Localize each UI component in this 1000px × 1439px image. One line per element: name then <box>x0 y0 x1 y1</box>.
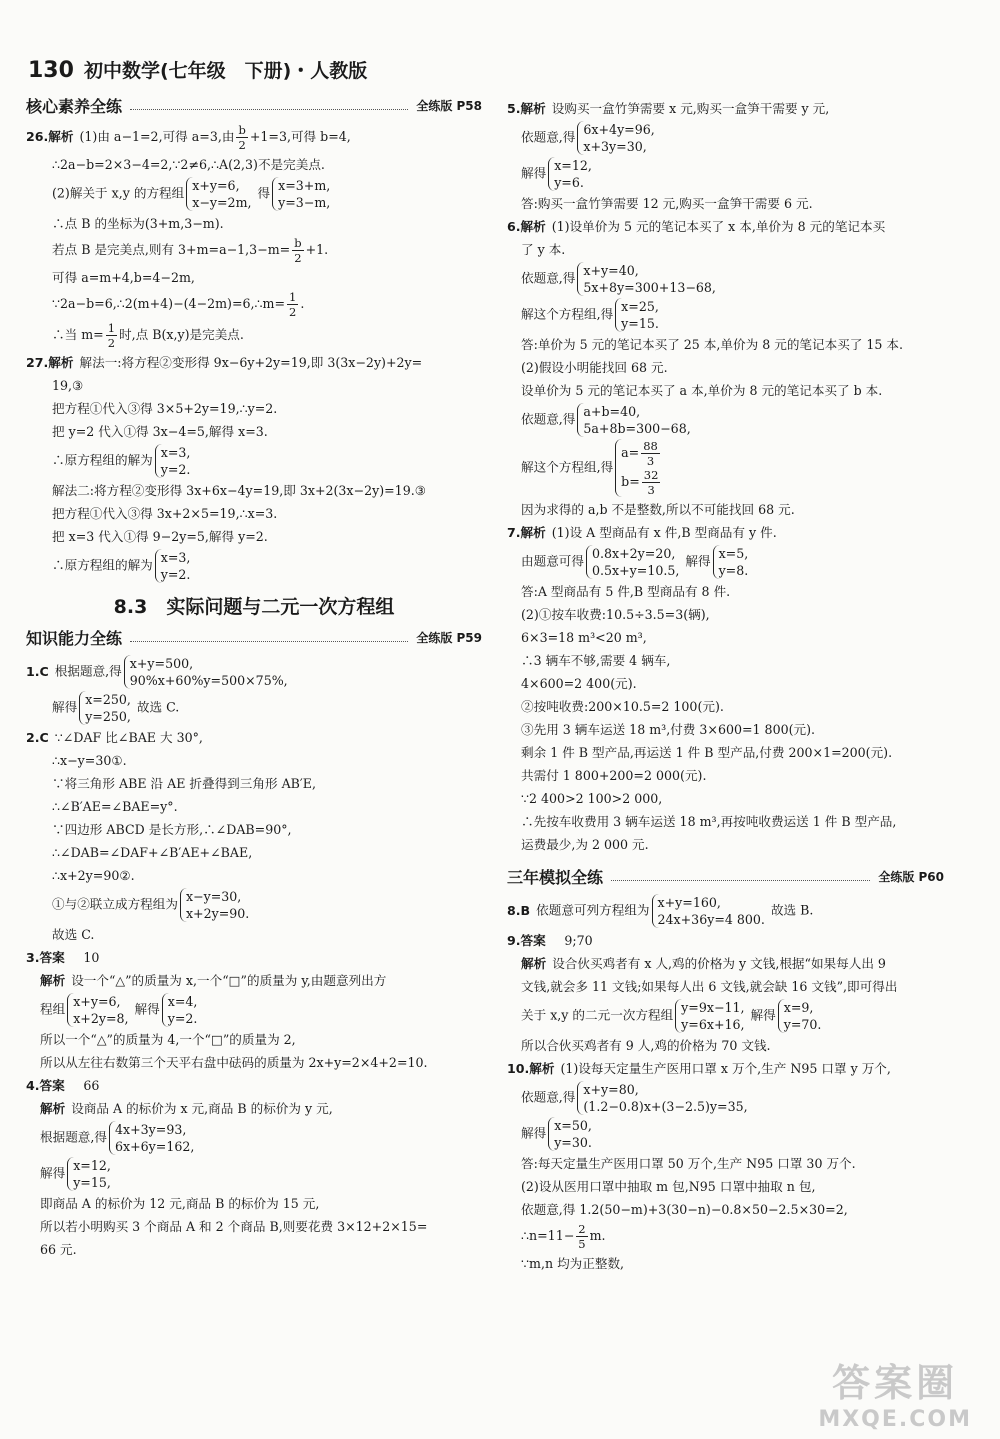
text: 故选 B. <box>770 902 814 918</box>
text: 依题意,得 <box>521 1089 576 1105</box>
label: 解析 <box>521 956 547 971</box>
answer-9 <box>507 930 944 1056</box>
fraction: $\frac{2}{5}$ <box>578 1222 586 1251</box>
equation-system: 6x+4y=96, x+3y=30, <box>577 121 658 155</box>
text: 6×3=18 m³<20 m³, <box>521 630 647 645</box>
text: 所以合伙买鸡者有 9 人,鸡的价格为 70 文钱. <box>521 1038 771 1053</box>
text: 运费最少,为 2 000 元. <box>521 837 649 852</box>
text: ③先用 3 辆车运送 18 m³,付费 3×600=1 800(元). <box>521 722 816 737</box>
text: (1)设每天定量生产医用口罩 x 万个,生产 N95 口罩 y 万个, <box>560 1061 891 1076</box>
watermark-url: MXQE.COM <box>818 1407 972 1432</box>
text: 66 元. <box>40 1242 77 1257</box>
text: 故选 C. <box>52 927 95 942</box>
text: 设合伙买鸡者有 x 人,鸡的价格为 y 文钱,根据“如果每人出 9 <box>552 956 886 971</box>
answer-value: 9;70 <box>564 933 593 948</box>
q-number: 27.解析 <box>26 355 74 370</box>
text: 解得 <box>685 553 711 569</box>
text: 程组 <box>40 1001 66 1017</box>
text: 解法一:将方程②变形得 9x−6y+2y=19,即 3(3x−2y)+2y= <box>79 355 423 370</box>
answer-value: 66 <box>83 1078 100 1093</box>
q-number: 4.答案 <box>26 1078 65 1093</box>
text: 设一个“△”的质量为 x,一个“□”的质量为 y,由题意列出方 <box>71 973 387 988</box>
text: 根据题意,得 <box>54 663 122 679</box>
text: 所以一个“△”的质量为 4,一个“□”的质量为 2, <box>40 1032 296 1047</box>
answer-1 <box>26 655 482 725</box>
text: 把方程①代入③得 3x+2×5=19,∴x=3. <box>52 506 278 521</box>
text: ∴x−y=30①. <box>52 753 127 768</box>
section-title: 三年模拟全练 <box>507 868 604 887</box>
text: ∴先按车收费用 3 辆车运送 18 m³,再按吨收费运送 1 件 B 型产品, <box>521 814 897 829</box>
answer-26 <box>26 123 482 350</box>
q-number: 5.解析 <box>507 101 546 116</box>
equation-system: x+y=500, 90%x+60%y=500×75%, <box>124 655 292 689</box>
q-number: 10.解析 <box>507 1061 555 1076</box>
equation-system: x+y=160, 24x+36y=4 800. <box>652 894 769 928</box>
text: 了 y 本. <box>521 242 566 257</box>
text: (1)由 a−1=2,可得 a=3,由 <box>79 129 235 144</box>
fraction: $\frac{1}{2}$ <box>289 290 297 319</box>
text: 所以从左往右数第三个天平右盘中砝码的质量为 2x+y=2×4+2=10. <box>40 1055 428 1070</box>
answer-3 <box>26 947 482 1073</box>
text: +1. <box>305 242 329 257</box>
text: 4×600=2 400(元). <box>521 676 637 691</box>
text: 若点 B 是完美点,则有 3+m=a−1,3−m= <box>52 242 291 257</box>
text: (2)假设小明能找回 68 元. <box>521 360 668 375</box>
equation-system: x−y=30, x+2y=90. <box>180 888 253 922</box>
equation-system: x+y=40, 5x+8y=300+13−68, <box>577 262 720 296</box>
text: ∵四边形 ABCD 是长方形,∴∠DAB=90°, <box>52 822 292 837</box>
text: 解这个方程组,得 <box>521 306 614 322</box>
right-column <box>507 96 944 1276</box>
q-number: 8.B <box>507 902 531 918</box>
text: 解得 <box>521 1125 547 1141</box>
text: (2)解关于 x,y 的方程组 <box>52 185 185 201</box>
text: (2)设从医用口罩中抽取 m 包,N95 口罩中抽取 n 包, <box>521 1179 816 1194</box>
text: ∴原方程组的解为 <box>52 557 153 573</box>
fraction: $\frac{1}{2}$ <box>107 321 116 350</box>
text: +1=3,可得 b=4, <box>249 129 351 144</box>
section-ref: 全练版 P60 <box>878 870 944 884</box>
text: 把方程①代入③得 3×5+2y=19,∴y=2. <box>52 401 278 416</box>
answer-6 <box>507 216 944 520</box>
text: 得 <box>257 185 271 201</box>
equation-system: x=3+m, y=3−m, <box>272 177 334 211</box>
text: ①与②联立成方程组为 <box>52 896 178 912</box>
text: 解得 <box>134 1001 160 1017</box>
text: ∵将三角形 ABE 沿 AE 折叠得到三角形 AB′E, <box>52 776 316 791</box>
equation-system: x=50, y=30. <box>548 1117 596 1151</box>
text: 依题意可列方程组为 <box>536 902 650 918</box>
answer-10 <box>507 1058 944 1274</box>
watermark-logo <box>818 1352 972 1432</box>
text: 19,③ <box>52 378 84 393</box>
text: 解得 <box>52 699 78 715</box>
text: ∴2a−b=2×3−4=2,∵2≠6,∴A(2,3)不是完美点. <box>52 157 325 172</box>
left-column <box>26 96 482 1262</box>
equation-system: y=9x−11, y=6x+16, <box>675 999 748 1033</box>
chapter-title <box>26 597 482 618</box>
equation-system: x=4, y=2. <box>162 993 202 1027</box>
equation-system: x=9, y=70. <box>778 999 826 1033</box>
page-number: 130 <box>28 58 74 83</box>
section-title: 知识能力全练 <box>26 629 123 648</box>
text: 解得 <box>40 1165 66 1181</box>
text: 设商品 A 的标价为 x 元,商品 B 的标价为 y 元, <box>71 1101 333 1116</box>
text: 即商品 A 的标价为 12 元,商品 B 的标价为 15 元, <box>40 1196 320 1211</box>
equation-system: x=12, y=6. <box>548 157 596 191</box>
text: ∵2 400>2 100>2 000, <box>521 791 663 806</box>
answer-5 <box>507 98 944 214</box>
text: 共需付 1 800+200=2 000(元). <box>521 768 707 783</box>
text: (1)设 A 型商品有 x 件,B 型商品有 y 件. <box>551 525 777 540</box>
answer-2 <box>26 727 482 945</box>
equation-system: x+y=6, x+2y=8, <box>67 993 132 1027</box>
text: 依题意,得 <box>521 411 576 427</box>
equation-system: x=5, y=8. <box>713 545 753 579</box>
text: ∴当 m= <box>52 327 104 342</box>
equation-system: x=250, y=250, <box>79 691 135 725</box>
text: 设购买一盒竹笋需要 x 元,购买一盒笋干需要 y 元, <box>551 101 830 116</box>
fraction: $\frac{b}{2}$ <box>294 236 302 265</box>
text: 设单价为 5 元的笔记本买了 a 本,单价为 8 元的笔记本买了 b 本. <box>521 383 883 398</box>
label: 解析 <box>40 1101 66 1116</box>
chapter-number: 8.3 <box>113 596 148 618</box>
watermark-text: 答案圈 <box>832 1361 959 1405</box>
text: ∴x+2y=90②. <box>52 868 135 883</box>
q-number: 7.解析 <box>507 525 546 540</box>
q-number: 6.解析 <box>507 219 546 234</box>
text: 把 y=2 代入①得 3x−4=5,解得 x=3. <box>52 424 268 439</box>
equation-system: x=12, y=15, <box>67 1157 115 1191</box>
section-ref: 全练版 P58 <box>416 99 482 113</box>
equation-system: a= $\frac{88}{3}$ b= $\frac{32}{3}$ <box>615 439 666 497</box>
text: ∴∠B′AE=∠BAE=y°. <box>52 799 178 814</box>
text: 依题意,得 1.2(50−m)+3(30−n)−0.8×50−2.5×30=2, <box>521 1202 848 1217</box>
text: (1)设单价为 5 元的笔记本买了 x 本,单价为 8 元的笔记本买 <box>551 219 886 234</box>
answer-27 <box>26 352 482 583</box>
text: 剩余 1 件 B 型产品,再运送 1 件 B 型产品,付费 200×1=200(元). <box>521 745 893 760</box>
q-number: 2.C <box>26 730 49 745</box>
answer-8 <box>507 894 944 928</box>
text: 解法二:将方程②变形得 3x+6x−4y=19,即 3x+2(3x−2y)=19.③ <box>52 483 426 498</box>
text: 根据题意,得 <box>40 1129 107 1145</box>
text: ∵∠DAF 比∠BAE 大 30°, <box>54 730 203 745</box>
section-header-knowledge <box>26 628 482 649</box>
section-title: 核心素养全练 <box>26 97 123 116</box>
text: 因为求得的 a,b 不是整数,所以不可能找回 68 元. <box>521 502 795 517</box>
section-ref: 全练版 P59 <box>416 631 482 645</box>
text: 答:每天定量生产医用口罩 50 万个,生产 N95 口罩 30 万个. <box>521 1156 856 1171</box>
text: 答:购买一盒竹笋需要 12 元,购买一盒笋干需要 6 元. <box>521 196 813 211</box>
text: ∴3 辆车不够,需要 4 辆车, <box>521 653 671 668</box>
text: ∵m,n 均为正整数, <box>521 1256 625 1271</box>
page-header <box>28 56 367 83</box>
text: 解得 <box>521 165 547 181</box>
text: ∵2a−b=6,∴2(m+4)−(4−2m)=6,∴m= <box>52 296 286 311</box>
text: 文钱,就会多 11 文钱;如果每人出 6 文钱,就会缺 16 文钱”,即可得出 <box>521 979 898 994</box>
text: 答:单价为 5 元的笔记本买了 25 本,单价为 8 元的笔记本买了 15 本. <box>521 337 904 352</box>
text: 依题意,得 <box>521 129 576 145</box>
text: 把 x=3 代入①得 9−2y=5,解得 y=2. <box>52 529 268 544</box>
section-header-mock <box>507 867 944 888</box>
text: 可得 a=m+4,b=4−2m, <box>52 270 195 285</box>
answer-4 <box>26 1075 482 1260</box>
text: 故选 C. <box>136 699 180 715</box>
chapter-name: 实际问题与二元一次方程组 <box>166 596 395 618</box>
equation-system: x+y=6, x−y=2m, <box>186 177 255 211</box>
text: 时,点 B(x,y)是完美点. <box>119 327 244 342</box>
q-number: 3.答案 <box>26 950 65 965</box>
book-title: 初中数学(七年级 下册)・人教版 <box>83 60 368 82</box>
equation-system: a+b=40, 5a+8b=300−68, <box>577 403 694 437</box>
text: ∴n=11− <box>521 1228 575 1243</box>
text: ∴点 B 的坐标为(3+m,3−m). <box>52 216 224 231</box>
text: (2)①按车收费:10.5÷3.5=3(辆), <box>521 607 710 622</box>
text: 所以若小明购买 3 个商品 A 和 2 个商品 B,则要花费 3×12+2×15= <box>40 1219 428 1234</box>
equation-system: 0.8x+2y=20, 0.5x+y=10.5, <box>586 545 683 579</box>
text: 解这个方程组,得 <box>521 459 614 475</box>
text: 关于 x,y 的二元一次方程组 <box>521 1007 674 1023</box>
equation-system: x+y=80, (1.2−0.8)x+(3−2.5)y=35, <box>577 1081 751 1115</box>
q-number: 1.C <box>26 663 49 679</box>
fraction: $\frac{b}{2}$ <box>238 123 246 152</box>
text: . <box>300 296 305 311</box>
text: m. <box>589 1228 606 1243</box>
text: 由题意可得 <box>521 553 584 569</box>
text: 答:A 型商品有 5 件,B 型商品有 8 件. <box>521 584 731 599</box>
text: ∴原方程组的解为 <box>52 452 153 468</box>
answer-7 <box>507 522 944 855</box>
text: ②按吨收费:200×10.5=2 100(元). <box>521 699 724 714</box>
equation-system: x=3, y=2. <box>155 549 195 583</box>
text: 依题意,得 <box>521 270 576 286</box>
equation-system: x=25, y=15. <box>615 298 663 332</box>
equation-system: x=3, y=2. <box>155 444 195 478</box>
q-number: 26.解析 <box>26 129 74 144</box>
answer-value: 10 <box>83 950 100 965</box>
text: ∴∠DAB=∠DAF+∠B′AE+∠BAE, <box>52 845 253 860</box>
equation-system: 4x+3y=93, 6x+6y=162, <box>109 1121 198 1155</box>
label: 解析 <box>40 973 66 988</box>
section-header-core <box>26 96 482 117</box>
text: 解得 <box>750 1007 776 1023</box>
q-number: 9.答案 <box>507 933 546 948</box>
